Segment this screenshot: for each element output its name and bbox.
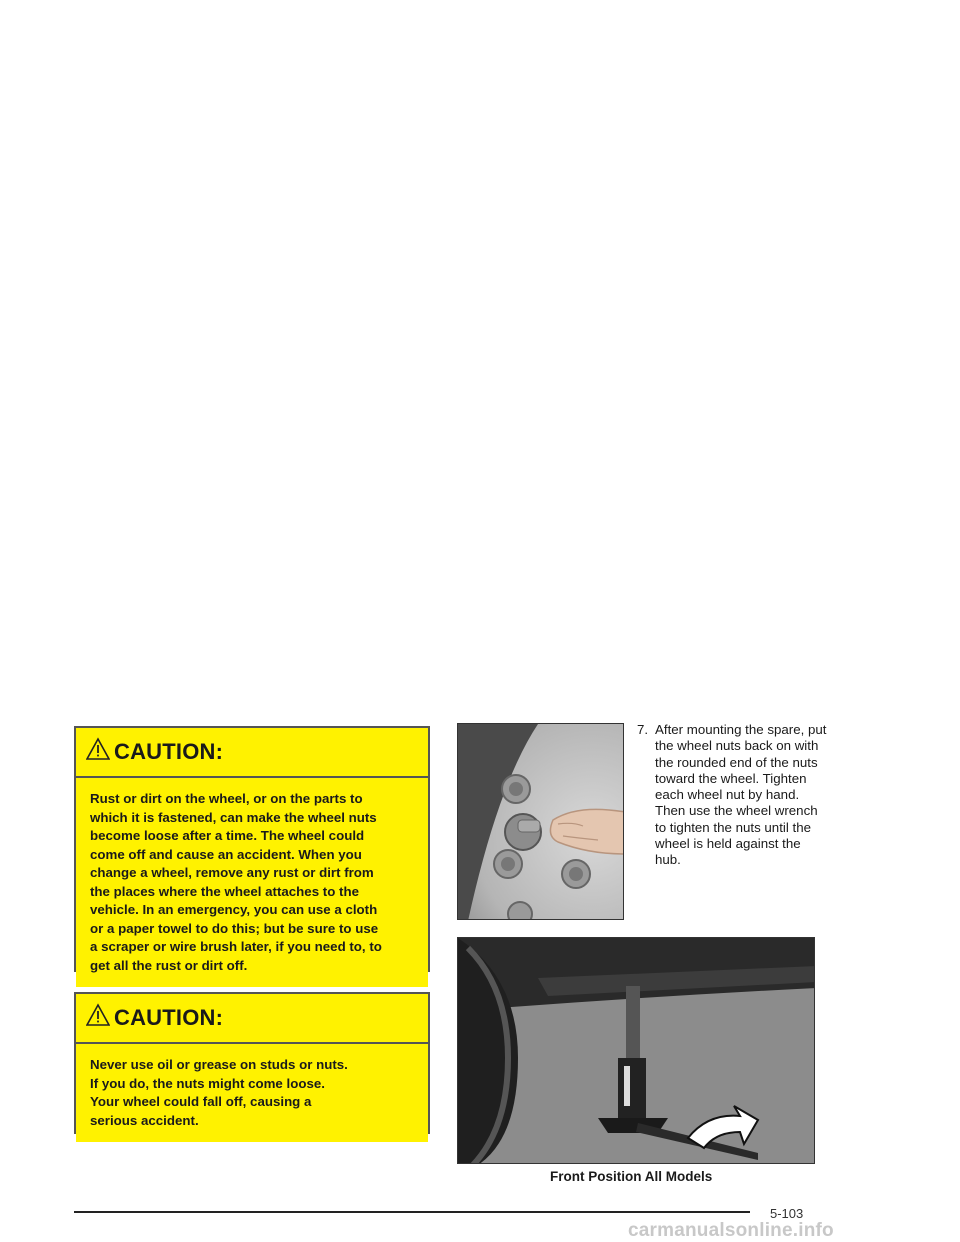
caution-box-grease: [74, 992, 430, 1134]
wheel-nut-photo: [457, 723, 624, 920]
wheel-hub-illustration: [458, 724, 624, 920]
figure-caption: Front Position All Models: [550, 1169, 713, 1184]
caution-title: CAUTION:: [114, 1005, 224, 1030]
caution-box-rust: [74, 726, 430, 972]
caution-header: [76, 728, 428, 778]
warning-triangle-icon: [86, 1003, 110, 1027]
caution-text: Rust or dirt on the wheel, or on the parts to which it is fastened, can make the wheel nuts become loose after a time. The wheel could come off and cause an accident. When you change a wheel, remove any rust or dirt from the places where the wheel attaches to the vehicle. In an emergency, you can use a cloth or a paper towel to do this; but be sure to use a scraper or wire brush later, if you need to, to get all the rust or dirt off.: [90, 791, 382, 973]
step-text: After mounting the spare, put the wheel nuts back on with the rounded end of the nuts toward the wheel. Tighten each wheel nut by hand. Then use the wheel wrench to tighten the nuts until the wheel is held against the hub.: [655, 722, 827, 868]
step-number: 7.: [637, 722, 649, 737]
caution-text: Never use oil or grease on studs or nuts. If you do, the nuts might come loose. Your wheel could fall off, causing a serious accident.: [90, 1057, 348, 1128]
jack-position-photo: [457, 937, 815, 1164]
page-number: 5-103: [770, 1206, 804, 1221]
watermark: carmanualsonline.info: [628, 1220, 834, 1241]
caution-header: [76, 994, 428, 1044]
warning-triangle-icon: [86, 737, 110, 761]
caution-body: [76, 778, 428, 987]
step-7: [637, 722, 827, 869]
footer-rule: [74, 1211, 750, 1213]
caution-title: CAUTION:: [114, 739, 224, 764]
caution-body: [76, 1044, 428, 1142]
jack-illustration: [458, 938, 815, 1164]
